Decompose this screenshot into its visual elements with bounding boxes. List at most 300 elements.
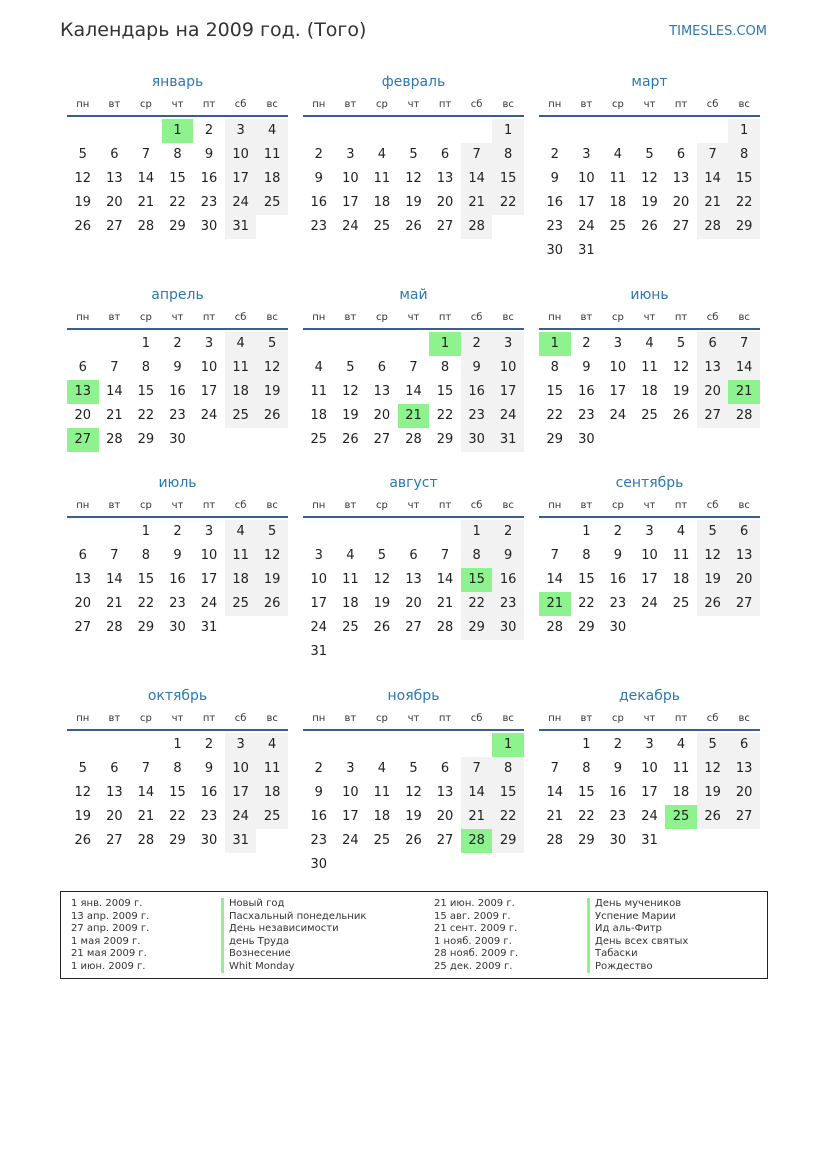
day-cell: 16 bbox=[310, 809, 328, 824]
empty-cell bbox=[99, 119, 131, 143]
day-cell: 14 bbox=[137, 785, 155, 800]
day-cell: 23 bbox=[492, 592, 524, 616]
day-cell: 2 bbox=[314, 761, 323, 776]
day-cell: 23 bbox=[200, 195, 218, 210]
day-cell: 19 bbox=[74, 195, 92, 210]
weekday-label: пт bbox=[438, 312, 452, 323]
day-cell: 19 bbox=[405, 195, 422, 210]
weekday-header bbox=[67, 95, 288, 117]
day-cell: 12 bbox=[74, 171, 92, 186]
day-cell: 9 bbox=[204, 147, 214, 162]
day-cell: 29 bbox=[578, 833, 595, 848]
legend-date: 1 нояб. 2009 г. bbox=[434, 935, 512, 947]
weekday-label: пн bbox=[548, 713, 562, 724]
day-cell: 28 bbox=[697, 215, 729, 239]
day-cell: 26 bbox=[74, 219, 92, 234]
day-cell: 10 bbox=[225, 143, 257, 167]
day-cell: 13 bbox=[106, 785, 123, 800]
day-cell: 26 bbox=[342, 432, 359, 447]
month-0 bbox=[67, 71, 288, 239]
day-cell: 10 bbox=[492, 356, 524, 380]
day-cell: 12 bbox=[373, 572, 391, 587]
day-cell: 16 bbox=[492, 568, 524, 592]
weekday-label: вс bbox=[738, 500, 750, 511]
day-cell: 8 bbox=[492, 143, 524, 167]
day-cell: 29 bbox=[436, 432, 454, 447]
day-cell: 23 bbox=[609, 596, 627, 611]
day-cell: 22 bbox=[578, 809, 595, 824]
month-2 bbox=[539, 71, 760, 263]
weekday-label: ср bbox=[611, 312, 624, 323]
month-name: март bbox=[631, 74, 668, 90]
day-cell: 3 bbox=[346, 761, 355, 776]
weekday-header bbox=[303, 95, 524, 117]
weekday-label: сб bbox=[234, 713, 247, 724]
month-4 bbox=[303, 284, 524, 452]
day-cell: 28 bbox=[137, 219, 155, 234]
day-cell: 22 bbox=[169, 809, 186, 824]
day-cell: 30 bbox=[609, 833, 627, 848]
day-cell: 5 bbox=[697, 733, 729, 757]
weekday-label: чт bbox=[643, 99, 656, 110]
weekday-label: сб bbox=[706, 500, 719, 511]
day-cell: 26 bbox=[256, 592, 288, 616]
day-cell: 28 bbox=[137, 833, 155, 848]
day-cell: 9 bbox=[314, 785, 323, 800]
day-cell: 30 bbox=[310, 857, 328, 872]
empty-cell bbox=[303, 520, 335, 544]
weekday-label: вт bbox=[108, 99, 121, 110]
empty-cell bbox=[398, 119, 430, 143]
day-cell: 2 bbox=[173, 336, 182, 351]
empty-cell bbox=[99, 332, 131, 356]
day-cell: 4 bbox=[377, 761, 387, 776]
day-cell: 14 bbox=[461, 781, 493, 805]
day-cell: 14 bbox=[106, 384, 123, 399]
page-title: Календарь на 2009 год. (Того) bbox=[60, 19, 367, 41]
day-cell: 12 bbox=[697, 757, 729, 781]
month-name: ноябрь bbox=[387, 688, 440, 704]
day-cell: 30 bbox=[200, 833, 218, 848]
day-cell: 4 bbox=[645, 336, 654, 351]
day-cell: 22 bbox=[436, 408, 454, 423]
day-cell: 8 bbox=[173, 761, 182, 776]
day-cell: 10 bbox=[641, 548, 658, 563]
day-cell: 21 bbox=[461, 805, 493, 829]
day-cell: 20 bbox=[436, 195, 454, 210]
day-cell: 18 bbox=[342, 596, 359, 611]
day-cell: 7 bbox=[697, 143, 729, 167]
day-cell: 29 bbox=[169, 219, 186, 234]
day-cell: 21 bbox=[137, 195, 155, 210]
day-cell: 23 bbox=[578, 408, 595, 423]
day-cell: 16 bbox=[609, 785, 627, 800]
holiday-day-cell: 1 bbox=[539, 332, 571, 356]
day-cell: 22 bbox=[546, 408, 564, 423]
weekday-label: пт bbox=[438, 500, 452, 511]
day-cell: 4 bbox=[676, 524, 686, 539]
day-cell: 6 bbox=[440, 147, 450, 162]
day-cell: 23 bbox=[169, 408, 186, 423]
day-cell: 2 bbox=[204, 123, 214, 138]
weekday-label: вс bbox=[738, 99, 750, 110]
day-cell: 13 bbox=[697, 356, 729, 380]
weekday-label: сб bbox=[234, 500, 247, 511]
day-cell: 8 bbox=[440, 360, 450, 375]
day-cell: 31 bbox=[200, 620, 218, 635]
day-cell: 20 bbox=[74, 408, 92, 423]
day-cell: 23 bbox=[609, 809, 627, 824]
weekday-label: вт bbox=[344, 312, 357, 323]
day-cell: 3 bbox=[314, 548, 323, 563]
day-grid bbox=[303, 119, 524, 239]
weekday-label: чт bbox=[643, 312, 656, 323]
empty-cell bbox=[335, 119, 367, 143]
day-grid bbox=[67, 332, 288, 452]
day-cell: 24 bbox=[200, 408, 218, 423]
weekday-label: вс bbox=[502, 500, 514, 511]
day-cell: 10 bbox=[200, 548, 218, 563]
day-cell: 21 bbox=[461, 191, 493, 215]
day-cell: 27 bbox=[106, 833, 123, 848]
empty-cell bbox=[303, 119, 335, 143]
day-cell: 13 bbox=[436, 785, 454, 800]
month-name: апрель bbox=[151, 287, 204, 303]
day-cell: 14 bbox=[546, 785, 564, 800]
day-cell: 20 bbox=[697, 380, 729, 404]
day-cell: 5 bbox=[645, 147, 654, 162]
day-cell: 3 bbox=[582, 147, 591, 162]
weekday-header bbox=[539, 95, 760, 117]
day-cell: 3 bbox=[225, 733, 257, 757]
day-cell: 16 bbox=[609, 572, 627, 587]
day-cell: 12 bbox=[641, 171, 658, 186]
weekday-label: пт bbox=[674, 713, 688, 724]
day-cell: 8 bbox=[461, 544, 493, 568]
empty-cell bbox=[303, 332, 335, 356]
empty-cell bbox=[99, 733, 131, 757]
day-cell: 7 bbox=[440, 548, 450, 563]
weekday-header bbox=[539, 709, 760, 731]
day-cell: 19 bbox=[256, 380, 288, 404]
day-cell: 2 bbox=[204, 737, 214, 752]
day-cell: 15 bbox=[492, 167, 524, 191]
day-cell: 23 bbox=[310, 219, 328, 234]
holiday-legend bbox=[60, 891, 768, 979]
weekday-label: пт bbox=[674, 312, 688, 323]
day-cell: 11 bbox=[641, 360, 658, 375]
day-cell: 22 bbox=[461, 592, 493, 616]
empty-cell bbox=[539, 520, 571, 544]
day-cell: 25 bbox=[373, 833, 391, 848]
day-cell: 17 bbox=[609, 384, 627, 399]
day-cell: 8 bbox=[728, 143, 760, 167]
day-cell: 2 bbox=[314, 147, 323, 162]
legend-date: 1 янв. 2009 г. bbox=[71, 898, 143, 909]
day-cell: 16 bbox=[578, 384, 595, 399]
day-cell: 12 bbox=[74, 785, 92, 800]
empty-cell bbox=[665, 119, 697, 143]
day-cell: 24 bbox=[641, 809, 658, 824]
day-cell: 3 bbox=[645, 737, 654, 752]
day-cell: 23 bbox=[546, 219, 564, 234]
day-cell: 6 bbox=[440, 761, 450, 776]
site-link[interactable]: TIMESLES.COM bbox=[669, 24, 767, 39]
day-cell: 27 bbox=[74, 620, 92, 635]
day-cell: 6 bbox=[377, 360, 387, 375]
weekday-label: пн bbox=[548, 312, 562, 323]
weekday-label: сб bbox=[706, 312, 719, 323]
day-cell: 7 bbox=[461, 143, 493, 167]
day-cell: 6 bbox=[676, 147, 686, 162]
weekday-label: вт bbox=[580, 312, 593, 323]
day-cell: 5 bbox=[256, 332, 288, 356]
day-cell: 9 bbox=[492, 544, 524, 568]
month-7 bbox=[303, 472, 524, 664]
weekday-label: пн bbox=[76, 500, 90, 511]
weekday-label: чт bbox=[171, 99, 184, 110]
day-cell: 26 bbox=[74, 833, 92, 848]
legend-holiday-name: день Труда bbox=[221, 936, 366, 949]
day-cell: 4 bbox=[225, 520, 257, 544]
month-3 bbox=[67, 284, 288, 452]
day-cell: 10 bbox=[342, 785, 359, 800]
day-cell: 21 bbox=[436, 596, 454, 611]
day-cell: 11 bbox=[609, 171, 627, 186]
weekday-label: сб bbox=[234, 99, 247, 110]
holiday-day-cell: 28 bbox=[461, 829, 493, 853]
legend-date: 15 авг. 2009 г. bbox=[434, 910, 511, 922]
weekday-label: чт bbox=[171, 713, 184, 724]
weekday-label: вс bbox=[502, 713, 514, 724]
weekday-label: вс bbox=[266, 312, 278, 323]
day-cell: 8 bbox=[141, 360, 151, 375]
day-cell: 6 bbox=[728, 733, 760, 757]
day-cell: 8 bbox=[582, 548, 591, 563]
weekday-label: сб bbox=[706, 99, 719, 110]
legend-holiday-name: День всех святых bbox=[587, 936, 688, 949]
holiday-day-cell: 21 bbox=[539, 592, 571, 616]
day-cell: 7 bbox=[550, 548, 559, 563]
weekday-label: ср bbox=[139, 713, 152, 724]
day-cell: 3 bbox=[645, 524, 654, 539]
day-cell: 19 bbox=[697, 781, 729, 805]
day-cell: 2 bbox=[582, 336, 591, 351]
day-cell: 18 bbox=[225, 380, 257, 404]
legend-date: 13 апр. 2009 г. bbox=[71, 910, 150, 922]
day-cell: 10 bbox=[225, 757, 257, 781]
weekday-label: сб bbox=[470, 312, 483, 323]
day-cell: 28 bbox=[436, 620, 454, 635]
day-cell: 11 bbox=[225, 544, 257, 568]
weekday-header bbox=[67, 496, 288, 518]
day-cell: 10 bbox=[342, 171, 359, 186]
day-cell: 17 bbox=[200, 384, 218, 399]
legend-holiday-name: Табаски bbox=[587, 948, 688, 961]
month-8 bbox=[539, 472, 760, 640]
weekday-header bbox=[303, 496, 524, 518]
day-cell: 21 bbox=[137, 809, 155, 824]
day-cell: 28 bbox=[106, 432, 123, 447]
day-cell: 24 bbox=[492, 404, 524, 428]
day-cell: 25 bbox=[641, 408, 658, 423]
day-cell: 17 bbox=[641, 572, 658, 587]
weekday-label: вт bbox=[580, 500, 593, 511]
day-grid bbox=[303, 520, 524, 664]
legend-date: 25 дек. 2009 г. bbox=[434, 960, 513, 972]
day-cell: 29 bbox=[728, 215, 760, 239]
day-cell: 18 bbox=[672, 785, 690, 800]
legend-date: 21 сент. 2009 г. bbox=[434, 923, 518, 934]
weekday-label: чт bbox=[407, 713, 420, 724]
legend-holiday-name: Пасхальный понедельник bbox=[221, 911, 366, 924]
empty-cell bbox=[130, 119, 162, 143]
day-cell: 10 bbox=[641, 761, 658, 776]
day-cell: 3 bbox=[492, 332, 524, 356]
day-cell: 21 bbox=[106, 596, 123, 611]
day-cell: 20 bbox=[74, 596, 92, 611]
weekday-header bbox=[303, 308, 524, 330]
day-cell: 29 bbox=[461, 616, 493, 640]
weekday-label: вт bbox=[344, 500, 357, 511]
day-cell: 7 bbox=[409, 360, 418, 375]
day-cell: 10 bbox=[200, 360, 218, 375]
day-grid bbox=[539, 733, 760, 853]
holiday-day-cell: 27 bbox=[67, 428, 99, 452]
day-cell: 18 bbox=[256, 781, 288, 805]
month-name: январь bbox=[151, 74, 204, 90]
day-cell: 4 bbox=[256, 733, 288, 757]
weekday-label: сб bbox=[706, 713, 719, 724]
day-cell: 19 bbox=[672, 384, 690, 399]
day-cell: 16 bbox=[546, 195, 564, 210]
day-cell: 6 bbox=[110, 761, 119, 776]
day-cell: 12 bbox=[342, 384, 359, 399]
empty-cell bbox=[366, 119, 398, 143]
day-cell: 2 bbox=[613, 737, 623, 752]
day-cell: 20 bbox=[373, 408, 391, 423]
weekday-label: пн bbox=[312, 500, 326, 511]
weekday-label: пт bbox=[438, 713, 452, 724]
day-cell: 13 bbox=[74, 572, 92, 587]
day-cell: 7 bbox=[141, 761, 151, 776]
day-cell: 18 bbox=[373, 809, 391, 824]
day-cell: 15 bbox=[546, 384, 564, 399]
day-cell: 15 bbox=[492, 781, 524, 805]
empty-cell bbox=[539, 733, 571, 757]
empty-cell bbox=[697, 119, 729, 143]
day-cell: 15 bbox=[137, 572, 155, 587]
day-grid bbox=[539, 332, 760, 452]
day-cell: 28 bbox=[546, 833, 564, 848]
day-cell: 26 bbox=[641, 219, 658, 234]
day-cell: 11 bbox=[342, 572, 359, 587]
month-name: декабрь bbox=[618, 688, 681, 704]
day-cell: 10 bbox=[609, 360, 627, 375]
weekday-label: чт bbox=[407, 500, 420, 511]
holiday-day-cell: 13 bbox=[67, 380, 99, 404]
weekday-label: пт bbox=[674, 500, 688, 511]
day-cell: 20 bbox=[728, 781, 760, 805]
weekday-header bbox=[303, 709, 524, 731]
day-cell: 26 bbox=[373, 620, 391, 635]
month-name: июнь bbox=[630, 287, 669, 303]
weekday-label: чт bbox=[171, 500, 184, 511]
empty-cell bbox=[398, 520, 430, 544]
day-cell: 11 bbox=[310, 384, 328, 399]
day-cell: 14 bbox=[436, 572, 454, 587]
weekday-label: пт bbox=[438, 99, 452, 110]
weekday-label: вс bbox=[502, 312, 514, 323]
weekday-label: пн bbox=[312, 99, 326, 110]
legend-dates-right bbox=[434, 898, 518, 973]
day-grid bbox=[67, 520, 288, 640]
empty-cell bbox=[67, 332, 99, 356]
day-cell: 7 bbox=[728, 332, 760, 356]
day-cell: 28 bbox=[461, 215, 493, 239]
legend-holiday-name: Ид аль-Фитр bbox=[587, 923, 688, 936]
holiday-day-cell: 1 bbox=[429, 332, 461, 356]
day-cell: 18 bbox=[672, 572, 690, 587]
weekday-label: ср bbox=[375, 312, 388, 323]
day-cell: 7 bbox=[110, 360, 119, 375]
empty-cell bbox=[99, 520, 131, 544]
weekday-label: ср bbox=[611, 713, 624, 724]
weekday-label: пт bbox=[202, 312, 216, 323]
day-cell: 15 bbox=[169, 785, 186, 800]
day-cell: 7 bbox=[110, 548, 119, 563]
empty-cell bbox=[461, 119, 493, 143]
day-cell: 26 bbox=[697, 592, 729, 616]
legend-date: 21 июн. 2009 г. bbox=[434, 898, 515, 909]
day-cell: 30 bbox=[609, 620, 627, 635]
weekday-label: сб bbox=[470, 500, 483, 511]
day-cell: 3 bbox=[613, 336, 623, 351]
day-cell: 5 bbox=[256, 520, 288, 544]
day-cell: 20 bbox=[106, 195, 123, 210]
day-cell: 26 bbox=[256, 404, 288, 428]
day-cell: 20 bbox=[672, 195, 690, 210]
day-cell: 5 bbox=[377, 548, 387, 563]
day-cell: 24 bbox=[342, 219, 359, 234]
day-cell: 6 bbox=[697, 332, 729, 356]
day-cell: 15 bbox=[578, 572, 595, 587]
day-cell: 24 bbox=[200, 596, 218, 611]
day-cell: 11 bbox=[256, 757, 288, 781]
day-cell: 7 bbox=[550, 761, 559, 776]
empty-cell bbox=[67, 119, 99, 143]
month-5 bbox=[539, 284, 760, 452]
day-cell: 24 bbox=[225, 191, 257, 215]
month-name: февраль bbox=[381, 74, 446, 90]
weekday-label: ср bbox=[611, 500, 624, 511]
day-cell: 17 bbox=[225, 167, 257, 191]
day-cell: 18 bbox=[310, 408, 328, 423]
day-cell: 9 bbox=[173, 548, 182, 563]
day-cell: 9 bbox=[314, 171, 323, 186]
weekday-label: пн bbox=[76, 99, 90, 110]
weekday-label: чт bbox=[407, 312, 420, 323]
weekday-label: сб bbox=[470, 99, 483, 110]
day-cell: 27 bbox=[436, 833, 454, 848]
day-cell: 28 bbox=[106, 620, 123, 635]
day-grid bbox=[67, 119, 288, 239]
day-cell: 1 bbox=[141, 336, 151, 351]
day-cell: 8 bbox=[173, 147, 182, 162]
day-cell: 9 bbox=[613, 548, 623, 563]
empty-cell bbox=[366, 332, 398, 356]
empty-cell bbox=[429, 119, 461, 143]
